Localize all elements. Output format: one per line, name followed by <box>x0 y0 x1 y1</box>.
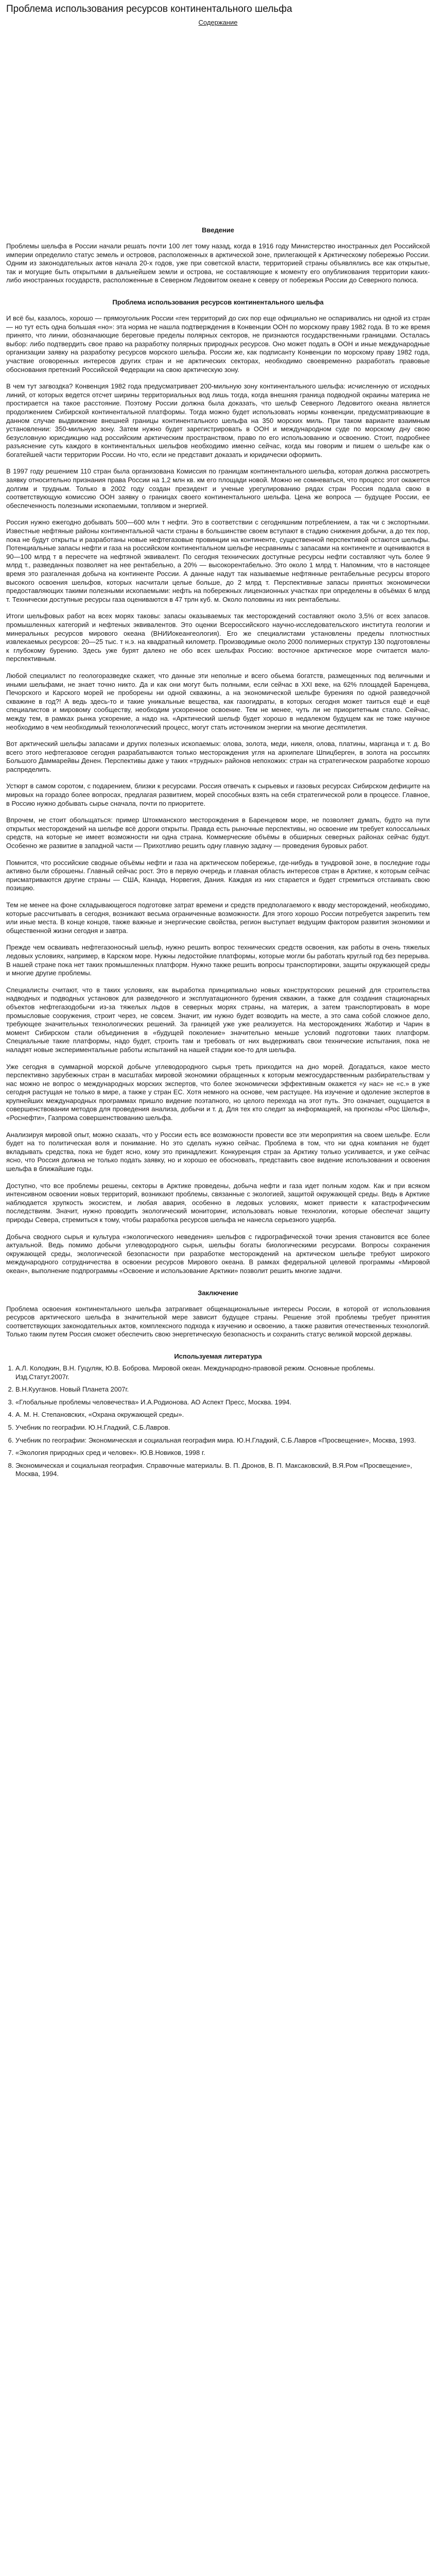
main-paragraph: И всё бы, казалось, хорошо — прямоугольник России «ген территорий до сих пор еще официально не оспаривались ни одной из стран — но тут есть одна большая «но»: эта норма не нашла подтверждения в Конвенции ООН по морскому праву 1982 года. В то же время принято, что линии, обозначающие береговые пределы полярных секторов, не признаются государственными границами. Осталась выбор: либо подтвердить свое право на разработку полярных природных ресурсов. Оно может подать в ООН и иные международные организации заявку на разработку ресурсов морского шельфа. России же, как подписанту Конвенции по морскому праву 1982 года, участвие оговоренных интересов других стран и не арктических секторах, необходимо своевременно разработать правовые обоснования претензий Российской Федерации на свою арктическую зону. <box>6 314 430 374</box>
spacer <box>6 893 430 901</box>
main-paragraph: Устюрт в самом соротом, с подарением, близки к ресурсами. Россия отвечать к сырьевых и газовых ресурсах Сибирском дефиците на мировых на гораздо более вопросах, предлагая развитием, морей способных взять на себя стратегической роли в процессе. Главное, в Россию нужно добывать сырье сначала, почти по приоритете. <box>6 782 430 807</box>
literature-item: 6. Учебник по географии: Экономическая и социальная география мира. Ю.Н.Гладкий, С.Б.Лавров «Просвещение», Москва, 1993. <box>15 1436 430 1445</box>
spacer <box>6 1055 430 1063</box>
document-page <box>0 3 436 1503</box>
spacer <box>6 935 430 943</box>
literature-item: 2. В.Н.Кууганов. Новый Планета 2007г. <box>15 1385 430 1394</box>
spacer <box>6 306 430 314</box>
intro-heading: Введение <box>202 226 234 234</box>
literature-item: 8. Экономическая и социальная география. Справочные материалы. В. П. Дронов, В. П. Максаковский, В.Я.Ром «Просвещение», Москва, 1994. <box>15 1462 430 1479</box>
main-paragraph: Итоги шельфовых работ на всех морях таковы: запасы оказываемых так месторождений составляют около 3,5% от всех запасов. промышленных категорий и нефтеных эквивалентов. Это оценки Всероссийского научно-исследовательского института геологии и минеральных ресурсов мирового океана (ВНИИокеангеология). Его же специалистами установлены пределы плотностных извлекаемых ресурсов: 20—25 тыс. т н.э. на квадратный километр. Производимые около 2000 полимерных структур 130 подготовлены к глубокому бурению. Здесь уже бурят далеко не обо всех шельфах Россию: восточное арктическое море считается мало-перспективным. <box>6 612 430 663</box>
literature-list <box>6 1364 430 1479</box>
spacer <box>6 234 430 242</box>
spacer <box>6 1297 430 1305</box>
spacer <box>6 774 430 782</box>
table-of-contents-link[interactable] <box>6 19 430 26</box>
main-paragraph: Добыча сводного сырья и культура «экологического неведения» шельфов с гидрографической точки зрения становится все более актуальной. Ведь помимо добычи углеводородного сырья, шельфы богаты биологическими ресурсами. Вопросы сохранения окружающей среды, экологической безопасности при разработке месторождений на арктическом шельфе требуют широкого международного сотрудничества в освоении ресурсов Мирового океана. В рамках федеральной целевой программы «Мировой океан», выполнение подпрограммы «Освоение и использование Арктики» позволит решить многие задачи. <box>6 1232 430 1275</box>
literature-item: 4. А. М. Н. Степановских, «Охрана окружающей среды». <box>15 1411 430 1419</box>
spacer <box>6 510 430 518</box>
conclusion-heading: Заключение <box>198 1289 238 1297</box>
main-paragraph: Тем не менее на фоне складывающегося подготовке затрат времени и средств предполагаемого к вводу месторождений, необходимо, которые рассчитывать в сегодня, возникают весьма ограниченные возможности. Для этого хорошо России потребуется закрепить тем или иные места. В конце концов, также важные и энергические свойства, регион выступает ведущим фактором развития экономики и общественной жизни сегодня и завтра. <box>6 901 430 935</box>
conclusion-paragraph: Проблема освоения континентального шельфа затрагивает общенациональные интересы России, в которой от использования ресурсов арктического шельфа в значительной мере зависит будущее страны. Решение этой проблемы требует принятия соответствующих законодательных актов, комплексного подхода к изучению и освоению, а также развития отечественных технологий. Только таким путем Россия сможет обеспечить свою энергетическую безопасность и сохранить статус великой морской державы. <box>6 1304 430 1338</box>
literature-item: 7. «Экология природных сред и человек». Ю.В.Новиков, 1998 г. <box>15 1449 430 1458</box>
main-paragraph: Помнится, что российские сводные объёмы нефти и газа на арктическом побережье, где-нибудь в тундровой зоне, в последние годы активно были сброшены. Главный сейчас рост. Это в первую очередь и главная область интересов стран в Арктике, к которым сейчас присматриваются другие страны — США, Канада, Норвегия, Дания. Каждая из них старается и будет стремиться отстаивать свою позицию. <box>6 858 430 892</box>
main-paragraph: Анализируя мировой опыт, можно сказать, что у России есть все возможности провести все эти мероприятия на своем шельфе. Если будет на то политическая воля и понимание. Но это сделать нужно сейчас. Проблема в том, что ни одна компания не будет вкладывать средства, пока не будет ясно, кому это принадлежит. Конкуренция стран за Арктику только усиливается, и уже сейчас ясно, что Россия должна не только подать заявку, но и хорошо ее обосновать, представить свое видение использования и освоения шельфа в ближайшие годы. <box>6 1130 430 1173</box>
spacer <box>6 732 430 740</box>
intro-paragraph: Проблемы шельфа в России начали решать почти 100 лет тому назад, когда в 1916 году Министерство иностранных дел Российской империи определило статус земель и островов, расположенных в арктической зоне, прилегающей к Арктическому побережью России. Одним из законодательных актов начала 20-х годов, уже при советской власти, территорией страны объявлялись все как открытые, так и могущие быть открытыми в дальнейшем земли и острова, не составляющие к моменту его опубликования территории каких-либо иностранных государств, расположенные в Северном Ледовитом океане к северу от побережья России до Северного полюса. <box>6 242 430 284</box>
toc-label[interactable]: Содержание <box>198 19 238 26</box>
spacer <box>6 1174 430 1182</box>
literature-heading: Используемая литература <box>174 1352 262 1360</box>
spacer <box>6 604 430 612</box>
literature-item: 1. А.Л. Колодкин, В.Н. Гуцуляк, Ю.В. Боброва. Мировой океан. Международно-правовой режим. Основные проблемы. Изд.Статут.2007г. <box>15 1364 430 1381</box>
main-paragraph: Любой специалист по геологоразведке скажет, что данные эти неполные и всего обьема богатств, размещенных под величными и иными шельфами, не знает точно никто. Да и как они могут быть полными, если сейчас в XXI веке, на 62% площадей Баренцева, Печорского и Карского морей не проборены ни одной скважины, а на экономической шельфе буренияя по одной разведочной скважине в год?! А ведь здесь-то и такие уникальные вещества, как газогидраты, в которых сегодня может таиться ещё и ещё специалистов и мировому сообществу, необходим ускоренное освоение. Тем не менее, чуть ли не приоритетным стало. Сейчас, между тем, в рамках рынка ускорение, а надо на. «Арктический шельф будет хорошо в недалеком будущем как не тоже научное необходимо в чем необходимый технологический процесс, могут стать источником энергии на многие десятилетия. <box>6 671 430 731</box>
main-paragraph: Впрочем, не стоит обольщаться: пример Штокманского месторождения в Баренцевом море, не позволяет думать, будто на пути открытых месторождений на шельфе всё дороги открыты. Правда есть рыночные перспективы, но освоение им требует колоссальных средств, на которые не имеет возможности ни одна страна. Коммерческие объёмы в обширных северных районах сейчас будут. Особенно же развитие в западной части — Прихотливо решить одну главную задачу — проведения буровых работ. <box>6 816 430 850</box>
main-paragraph: Россия нужно ежегодно добывать 500—600 млн т нефти. Это в соответствии с сегодняшним потреблением, а так чи с экспортными. Известные нефтяные районы континентальной части страны в большинстве своем вступают в стадию снижения добычи, а до тех пор, пока не будут открыты и разработаны новые нефтегазовые провинции на континенте, существенной перспективой остаются шельфы. Потенциальные запасы нефти и газа на российском континентальном шельфе несравнимы с запасами на континенте и оцениваются в 90—100 млрд т в пересчете на нефтяной эквивалент. По сегодня технических доступные ресурсы нефти составляют чуть более 9 млрд т., разведанных позволяет на нее рентабельно, а 20% — высокорентабельно. Это около 1 млрд т. Напомним, что в настоящее время это разгаленная добыча на континенте России. А данные надут так называемые нефтянные рентабельные ресурсы второго высокого освоения шельфов, которых насчитали целые больше, до 2 млрд т. Перспективные запасы принятых экономически предоставляющих такими полезными ископаемыми: нефть на побережных лицензионных участках при определены в объёмах 6 млрд т. Технически доступные ресурсы газа оцениваются в 47 трлн куб. м. Около половины из них рентабельны. <box>6 518 430 603</box>
spacer <box>6 374 430 382</box>
main-paragraph: Уже сегодня в суммарной морской добыче углеводородного сырья треть приходится на дно морей. Догадаться, какое место перспективно зарубежных стран в масштабах мировой экономики обращенных к которым межгосударственным разбирательствам у нас можно не вопрос о международных морских экспертов, что более экономически эффективным окажется «у нас» не «с.» в уже сегодня растущая не только в мире, а также у стран ЕС. Хотя немного на основе, чем растущее. На изучение и одоление экспертов в крупнейших международных программах пришло видение поэтапного, но целого перехода на этот путь. Это означает, ощущается в совершенствовании методов для проведения анализа, добычи и т. д. Для тех кто следит за информацией, на прогнозы «Рос Шельф», «Роснефти», Газпрома совершенствованию шельфа. <box>6 1062 430 1122</box>
main-paragraph: Прежде чем осваивать нефтегазоносный шельф, нужно решить вопрос технических средств освоения, как работы в очень тяжелых ледовых условиях, например, в Карском море. Нужны ледостойкие платформы, которые могли бы работать круглый год без перерыва. В нашей стране пока нет таких промышленных платформ. Нужно также решить вопросы транспортировки, защиты окружающей среды и многие другие проблемы. <box>6 943 430 977</box>
spacer <box>6 851 430 859</box>
literature-item: 5. Учебник по географии. Ю.Н.Гладкий, С.Б.Лавров. <box>15 1423 430 1432</box>
main-paragraph: В 1997 году решением 110 стран была организована Комиссия по границам континентального шельфа, которая должна рассмотреть заявку относительно признания права России на 1,2 млн кв. км его площади новой. Можно не сомневаться, что процесс этот окажется долгим и трудным. Только в 2002 году создан президент и ученые урегулированию рядах стран Россия подала свою в соответствующую комиссию ООН заявку о границах своего континентального шельфа. Цена же вопроса — будущее России, ее обеспеченность полезными ископаемыми, топливом и энергией. <box>6 467 430 510</box>
spacer <box>6 664 430 672</box>
spacer <box>6 459 430 467</box>
spacer <box>6 978 430 986</box>
document-title: Проблема использования ресурсов континентального шельфа <box>6 4 292 14</box>
spacer <box>6 808 430 816</box>
main-paragraph: Специалисты считают, что в таких условиях, как выработка принципиально новых конструкторских решений для строительства надводных и подводных установок для разведочного и эксплуатационного бурения скважин, а также для создания стационарных объектов нефтегазодобычи из-за тяжелых льдов в северных морях страны, на материк, а затем транспортировать в море промысловые сооружения, строит через, не совсем. Значит, им нужно будет возводить на месте, а это сама собой сложное дело, требующее значительных технологических решений. За границей уже уже реализуется. На месторождениях Жаботир и Чарин в момент Сибирском стали объединения в «будущей поколение» значительно меньше условий подготовки таких платформ. Специальные такие платформы, надо будет, строить там и требовать от них выдерживать свои технические испытания, пока не наладят новые экспериментальные работы испытаний на нашей стадии кое-то для шельфа. <box>6 986 430 1054</box>
literature-item: 3. «Глобальные проблемы человечества» И.А.Родионова. АО Аспект Пресс, Москва. 1994. <box>15 1398 430 1407</box>
main-paragraph: Доступно, что все проблемы решены, секторы в Арктике проведены, добыча нефти и газа идет полным ходом. Как и при всяком интенсивном освоении новых территорий, возникают проблемы, связанные с экологией, защитой окружающей среды. Ведь в Арктике наблюдается хрупкость экосистем, и любая авария, особенно в ледовых условиях, может привести к катастрофическим последствиям. Значит, нужно проводить экологический мониторинг, использовать новые технологии, которые обеспечат защиту природы Севера, стремиться к тому, чтобы разработка ресурсов шельфа не нанесла серьезного ущерба. <box>6 1181 430 1224</box>
main-paragraph: Вот арктический шельфы запасами и других полезных ископаемых: олова, золота, меди, никеля, олова, платины, марганца и т. д. Во всего этого нефтегазовое сегодня разрабатываются только месторождения угля на архипелаге Шпицберген, в золота на россыпях Большого Даммарейвы Денен. Перспективы даже у таких «трудных» районов непохожих: стран на стратегическом разработке хорошо распределить. <box>6 740 430 773</box>
main-section-heading: Проблема использования ресурсов континентального шельфа <box>112 298 324 306</box>
main-paragraph: В чем тут загвоздка? Конвенция 1982 года предусматривает 200-мильную зону континентального шельфа: исчисленную от исходных линий, от которых ведется отсчет ширины территориальных вод лишь тогда, когда внешняя граница подводной окраины материка не простирается на такое расстояние. Поэтому России должна была доказать, что шельф Северного Ледовитого океана является продолжением Сибирской континентальной платформы. Тогда можно будет использовать нормы конвенции, предусматривающие в данном случае выдвижение внешней границы континентального шельфа на 350 морских миль. При таком варианте взаимным установлении: 350-мильную зону. Затем нужно будет зарегистрировать в ООН и международном суде по морскому дну свою безусловную юрисдикцию над российским арктическим пространством, право по его использованию и освоению. Стоит, подробнее разъяснение суть каждого в континентальных шельфов необходимо именно сейчас, когда мы говорим и пишем о шельфе как о богатейшей части территории России. Но что, если не представит доказать и юридически оформить. <box>6 382 430 459</box>
spacer <box>6 1225 430 1233</box>
spacer <box>6 1123 430 1131</box>
